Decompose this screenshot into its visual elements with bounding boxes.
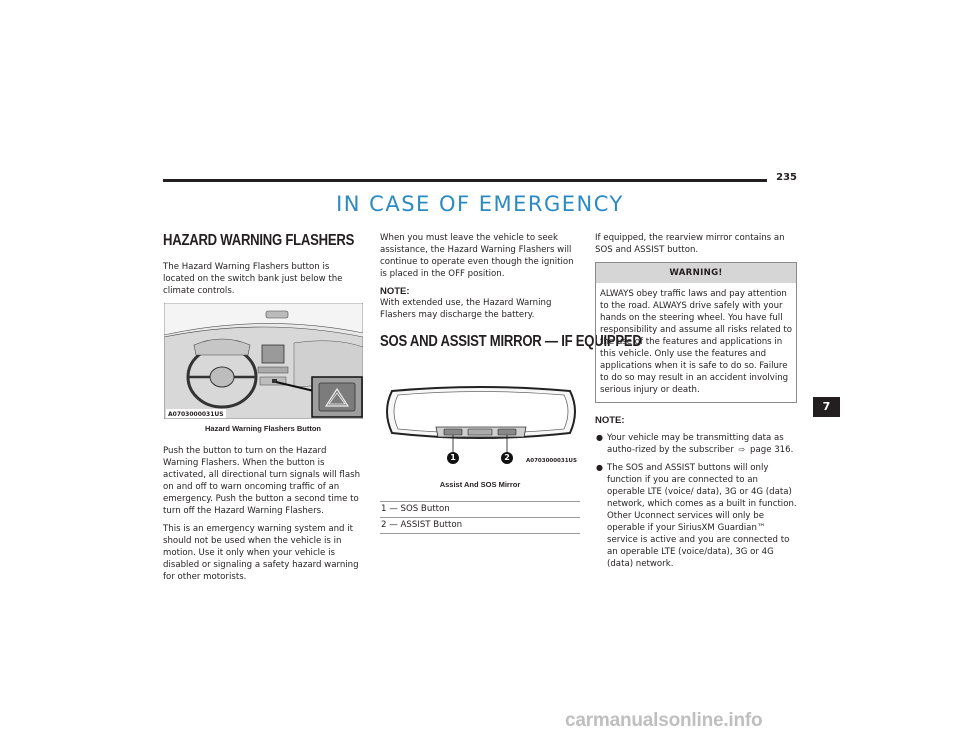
chapter-tab: 7: [813, 397, 840, 417]
legend-item: 2 — ASSIST Button: [380, 518, 580, 534]
mirror-figure-caption: Assist And SOS Mirror: [439, 480, 521, 489]
bullet-icon: ●: [596, 463, 603, 472]
table-row: [380, 518, 580, 534]
mirror-legend-table: [380, 501, 580, 534]
warning-title: WARNING!: [596, 263, 796, 283]
notes-list: [595, 432, 797, 570]
hazard-figure-caption: Hazard Warning Flashers Button: [205, 424, 321, 433]
header-rule: [163, 179, 767, 182]
callout-1-label: 1: [450, 453, 456, 462]
page-number: 235: [776, 172, 797, 183]
callout-2-label: 2: [504, 453, 510, 462]
page-reference-arrow-icon: ⇨: [738, 445, 746, 454]
hazard-figure: [164, 303, 363, 419]
watermark: carmanualsonline.info: [565, 710, 763, 731]
bullet-icon: ●: [596, 433, 603, 442]
hazard-intro: The Hazard Warning Flashers button is located on the switch bank just below the climate controls.: [163, 262, 343, 296]
column-3: [595, 232, 797, 576]
dashboard-illustration: [164, 303, 363, 419]
hazard-para-2: This is an emergency warning system and it should not be used when the vehicle is in motion. Use it only when your vehicle is disabled or signaling a safety hazard warning for other motorists.: [163, 524, 359, 582]
sos-heading: SOS AND ASSIST MIRROR — IF EQUIPPED: [380, 333, 642, 350]
note-item-1-page-link[interactable]: page 316.: [750, 445, 794, 455]
hazard-note-label: NOTE:: [380, 286, 410, 297]
hazard-heading: HAZARD WARNING FLASHERS: [163, 232, 355, 249]
notes-label: NOTE:: [595, 415, 625, 426]
sos-intro: If equipped, the rearview mirror contains an SOS and ASSIST button.: [595, 233, 785, 255]
mirror-figure: [380, 381, 580, 477]
list-item: [595, 462, 797, 570]
hazard-para-3: When you must leave the vehicle to seek assistance, the Hazard Warning Flashers will continue to operate even though the ignition is placed in the OFF position.: [380, 233, 574, 279]
hazard-figure-code: A0703000031US: [168, 411, 224, 418]
note-item-2-text: The SOS and ASSIST buttons will only function if you are connected to an operable LTE (voice/ data), 3G or 4G (data) network, which comes as a built in function. Other Uconnect services will only be operable if your SiriusXM Guardian™ service is active and you are connected to an operable LTE (voice/data), 3G or 4G (data) network.: [607, 463, 797, 569]
chapter-title: IN CASE OF EMERGENCY: [336, 192, 624, 216]
table-row: [380, 502, 580, 518]
column-2: [380, 232, 642, 534]
note-item-1-text: Your vehicle may be transmitting data as autho-rized by the subscriber: [607, 433, 784, 455]
warning-body: ALWAYS obey traffic laws and pay attention to the road. ALWAYS drive safely with your hands on the steering wheel. You have full responsibility and assume all risks related to the use of the features and applications in this vehicle. Only use the features and applications when it is safe to do so. Failure to do so may result in an accident involving serious injury or death.: [600, 289, 793, 395]
hazard-note-text: With extended use, the Hazard Warning Flashers may discharge the battery.: [380, 298, 552, 320]
legend-item: 1 — SOS Button: [380, 502, 580, 518]
list-item: [595, 432, 797, 456]
column-1: [163, 232, 363, 589]
mirror-figure-code: A0703000031US: [526, 458, 577, 464]
warning-box: [595, 262, 797, 403]
hazard-para-1: Push the button to turn on the Hazard Warning Flashers. When the button is activated, all directional turn signals will flash on and off to warn oncoming traffic of an emergency. Push the button a second time to turn off the Hazard Warning Flashers.: [163, 446, 361, 516]
